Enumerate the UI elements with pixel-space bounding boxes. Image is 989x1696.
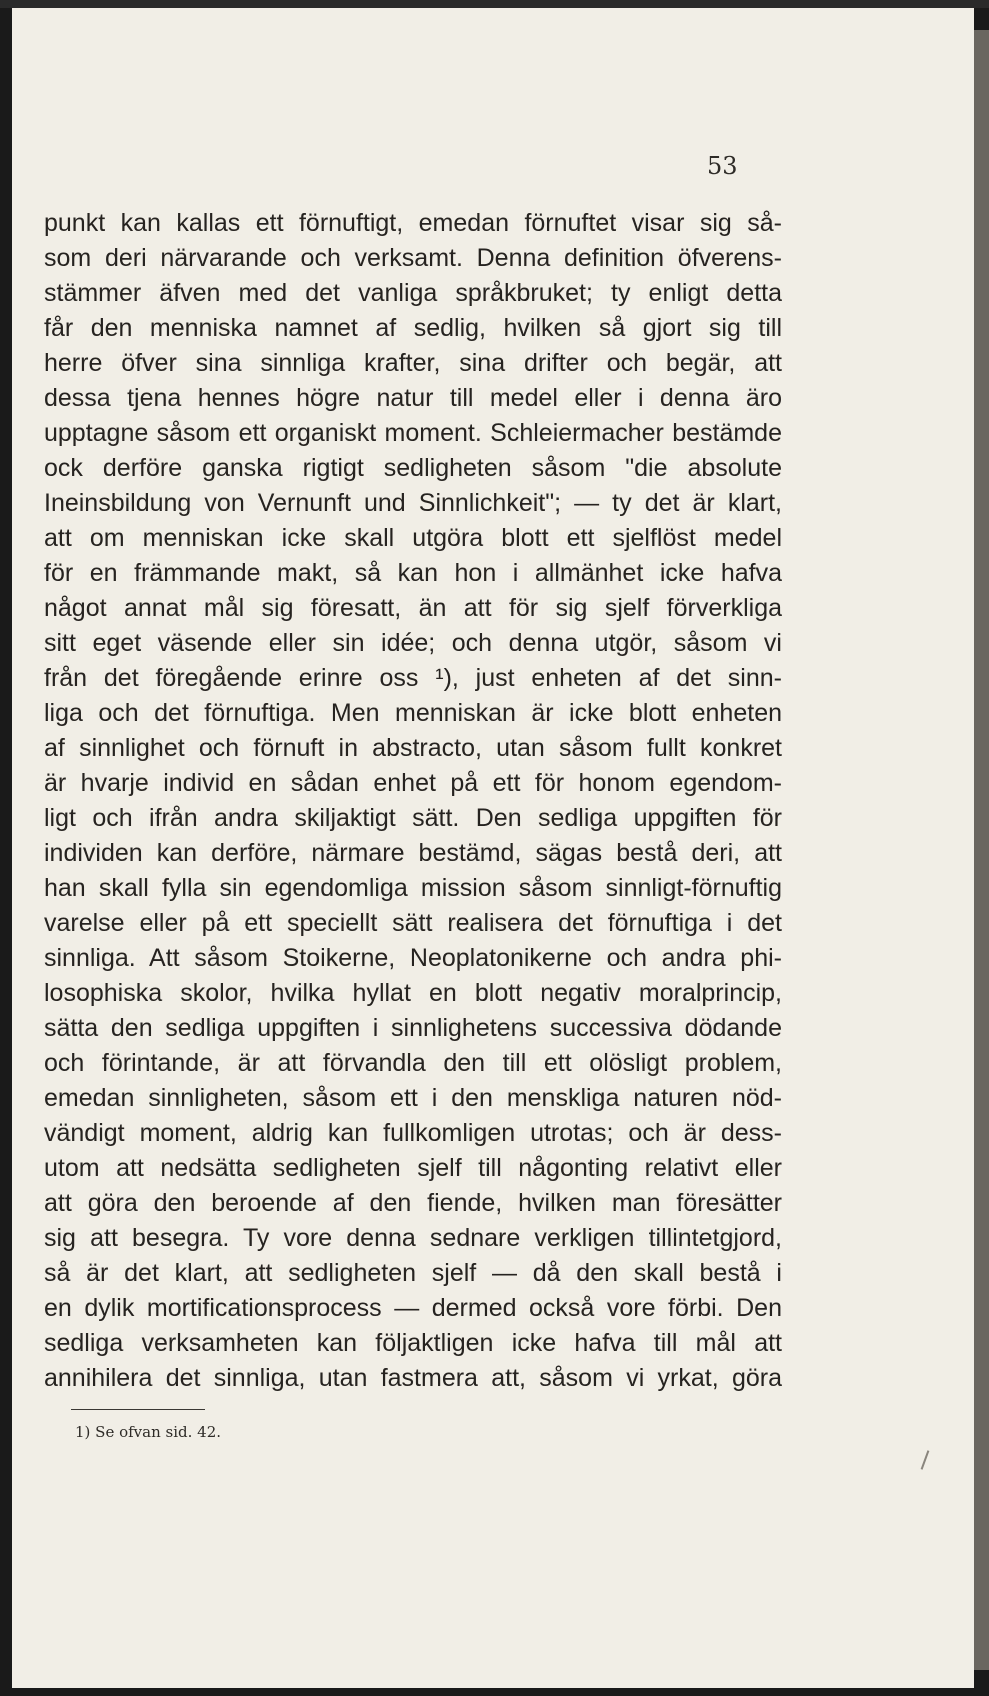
text-line: ligt och ifrån andra skiljaktigt sätt. Den sedliga uppgiften för xyxy=(44,804,782,832)
text-line: sätta den sedliga uppgiften i sinnlighetens successiva dödande xyxy=(44,1014,782,1042)
text-line: får den menniska namnet af sedlig, hvilken så gjort sig till xyxy=(44,314,782,342)
text-line: en dylik mortificationsprocess — dermed också vore förbi. Den xyxy=(44,1294,782,1322)
text-line: han skall fylla sin egendomliga mission såsom sinnligt-förnuftig xyxy=(44,874,782,902)
scan-top-edge xyxy=(0,0,989,8)
text-line: och förintande, är att förvandla den till ett olösligt problem, xyxy=(44,1049,782,1077)
body-text xyxy=(44,206,782,1396)
text-line: från det föregående erinre oss ¹), just enheten af det sinn- xyxy=(44,664,782,692)
text-line: af sinnlighet och förnuft in abstracto, utan såsom fullt konkret xyxy=(44,734,782,762)
text-line: sinnliga. Att såsom Stoikerne, Neoplatonikerne och andra phi- xyxy=(44,944,782,972)
text-line: upptagne såsom ett organiskt moment. Schleiermacher bestämde xyxy=(44,419,782,447)
text-line: Ineinsbildung von Vernunft und Sinnlichkeit"; — ty det är klart, xyxy=(44,489,782,517)
text-line: punkt kan kallas ett förnuftigt, emedan förnuftet visar sig så- xyxy=(44,209,782,237)
scan-right-edge xyxy=(974,30,989,1670)
text-line: sedliga verksamheten kan följaktligen icke hafva till mål att xyxy=(44,1329,782,1357)
text-line: så är det klart, att sedligheten sjelf — då den skall bestå i xyxy=(44,1259,782,1287)
text-line: liga och det förnuftiga. Men menniskan är icke blott enheten xyxy=(44,699,782,727)
text-line: individen kan derföre, närmare bestämd, sägas bestå deri, att xyxy=(44,839,782,867)
text-line: sitt eget väsende eller sin idée; och denna utgör, såsom vi xyxy=(44,629,782,657)
text-line: stämmer äfven med det vanliga språkbruket; ty enligt detta xyxy=(44,279,782,307)
text-line: sig att besegra. Ty vore denna sednare verkligen tillintetgjord, xyxy=(44,1224,782,1252)
text-line: är hvarje individ en sådan enhet på ett för honom egendom- xyxy=(44,769,782,797)
text-line: varelse eller på ett speciellt sätt realisera det förnuftiga i det xyxy=(44,909,782,937)
text-line: annihilera det sinnliga, utan fastmera att, såsom vi yrkat, göra xyxy=(44,1364,782,1392)
text-line: herre öfver sina sinnliga krafter, sina drifter och begär, att xyxy=(44,349,782,377)
text-line: ock derföre ganska rigtigt sedligheten såsom "die absolute xyxy=(44,454,782,482)
text-line: emedan sinnligheten, såsom ett i den menskliga naturen nöd- xyxy=(44,1084,782,1112)
footnote: 1) Se ofvan sid. 42. xyxy=(75,1423,222,1441)
text-line: för en främmande makt, så kan hon i allmänhet icke hafva xyxy=(44,559,782,587)
text-line: något annat mål sig föresatt, än att för sig sjelf förverkliga xyxy=(44,594,782,622)
text-line: som deri närvarande och verksamt. Denna definition öfverens- xyxy=(44,244,782,272)
text-line: vändigt moment, aldrig kan fullkomligen utrotas; och är dess- xyxy=(44,1119,782,1147)
page-number: 53 xyxy=(707,152,738,180)
text-line: dessa tjena hennes högre natur till medel eller i denna äro xyxy=(44,384,782,412)
text-line: att om menniskan icke skall utgöra blott ett sjelflöst medel xyxy=(44,524,782,552)
text-line: utom att nedsätta sedligheten sjelf till någonting relativt eller xyxy=(44,1154,782,1182)
text-line: att göra den beroende af den fiende, hvilken man föresätter xyxy=(44,1189,782,1217)
footnote-divider xyxy=(71,1409,205,1410)
text-line: losophiska skolor, hvilka hyllat en blott negativ moralprincip, xyxy=(44,979,782,1007)
